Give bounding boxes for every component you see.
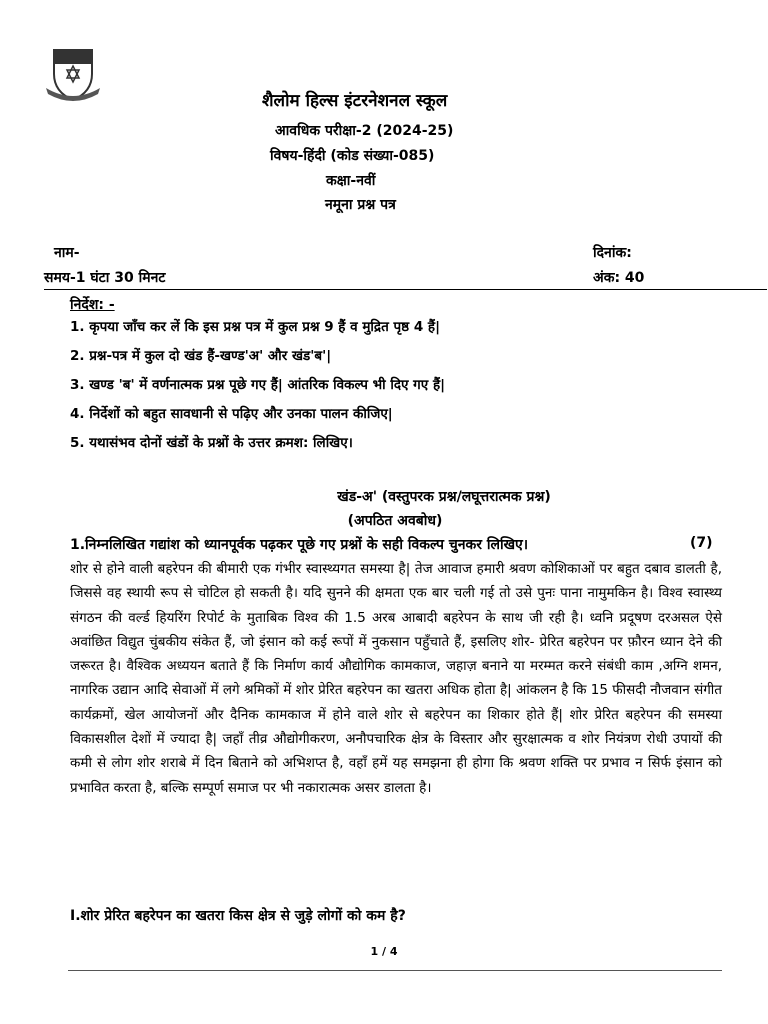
question-1-text: 1.निम्नलिखित गद्यांश को ध्यानपूर्वक पढ़कर पूछे गए प्रश्नों के सही विकल्प चुनकर लिखिए। (70, 537, 529, 553)
instructions-list (70, 318, 445, 463)
marks-label: अंक: 40 (593, 270, 645, 286)
class-label: कक्षा-नवीं (326, 173, 376, 189)
exam-name: आवधिक परीक्षा-2 (2024-25) (275, 123, 454, 139)
sub-question-1: I.शोर प्रेरित बहरेपन का खतरा किस क्षेत्र से जुड़े लोगों को कम है? (70, 908, 406, 924)
question-1-heading (70, 535, 720, 554)
instruction-item: 1. कृपया जाँच कर लें कि इस प्रश्न पत्र में कुल प्रश्न 9 हैं व मुद्रित पृष्ठ 4 हैं| (70, 319, 441, 335)
footer-divider (68, 970, 722, 971)
instruction-item: 5. यथासंभव दोनों खंडों के प्रश्नों के उत्तर क्रमश: लिखिए। (70, 435, 353, 451)
date-label: दिनांक: (593, 245, 632, 261)
section-subtitle: (अपठित अवबोध) (347, 513, 443, 529)
section-title: खंड-अ' (वस्तुपरक प्रश्न/लघूत्तरात्मक प्रश्न) (337, 489, 551, 505)
name-label: नाम- (54, 245, 80, 261)
page-number: 1 / 4 (370, 945, 398, 958)
subject: विषय-हिंदी (कोड संख्या-085) (270, 148, 435, 164)
school-logo (44, 44, 102, 104)
passage: शोर से होने वाली बहरेपन की बीमारी एक गंभीर स्वास्थ्यगत समस्या है| तेज आवाज हमारी श्रवण कोशिकाओं पर बहुत दबाव डालती है, जिससे वह स्थायी रूप से चोटिल हो सकती है। यदि सुनने की क्षमता एक बार चली गई तो उसे पुनः पाना नामुमकिन है। विश्व स्वास्थ्य संगठन की वर्ल्ड हियरिंग रिपोर्ट के मुताबिक विश्व की 1.5 अरब आबादी बहरेपन के साथ जी रही है। ध्वनि प्रदूषण दरअसल ऐसे अवांछित विद्युत चुंबकीय संकेत हैं, जो इंसान को कई रूपों में नुकसान पहुँचाते हैं, इसलिए शोर- प्रेरित बहरेपन पर फ़ौरन ध्यान देने की जरूरत है। वैश्विक अध्ययन बताते हैं कि निर्माण कार्य औद्योगिक कामकाज, जहाज़ बनाने या मरम्मत करने संबंधी काम ,अग्नि शमन, नागरिक उद्यान आदि सेवाओं में लगे श्रमिकों में शोर प्रेरित बहरेपन का खतरा अधिक होता है| आंकलन है कि 15 फीसदी नौजवान संगीत कार्यक्रमों, खेल आयोजनों और दैनिक कामकाज में होने वाले शोर से बहरेपन का शिकार होते हैं| शोर प्रेरित बहरेपन की समस्या विकासशील देशों में ज्यादा है| जहाँ तीव्र औद्योगीकरण, अनौपचारिक क्षेत्र के विस्तार और सुरक्षात्मक व शोर नियंत्रण रोधी उपायों की कमी से लोग शोर शराबे में दिन बिताने को अभिशप्त है, वहाँ हमें यह समझना ही होगा कि श्रवण शक्ति पर प्रभाव न सिर्फ इंसान को प्रभावित करता है, बल्कि सम्पूर्ण समाज पर भी नकारात्मक असर डालता है। (70, 561, 722, 796)
school-name: शैलोम हिल्स इंटरनेशनल स्कूल (262, 91, 448, 111)
instruction-item: 4. निर्देशों को बहुत सावधानी से पढ़िए और उनका पालन कीजिए| (70, 406, 393, 422)
time-label: समय-1 घंटा 30 मिनट (44, 270, 166, 286)
instruction-item: 3. खण्ड 'ब' में वर्णनात्मक प्रश्न पूछे गए हैं| आंतरिक विकल्प भी दिए गए हैं| (70, 377, 446, 393)
header-divider (44, 289, 767, 290)
paper-type: नमूना प्रश्न पत्र (325, 197, 396, 213)
instructions-heading: निर्देश: - (70, 297, 115, 313)
instruction-item: 2. प्रश्न-पत्र में कुल दो खंड हैं-खण्ड'अ' और खंड'ब'| (70, 348, 332, 364)
question-1-marks: (7) (690, 535, 713, 551)
